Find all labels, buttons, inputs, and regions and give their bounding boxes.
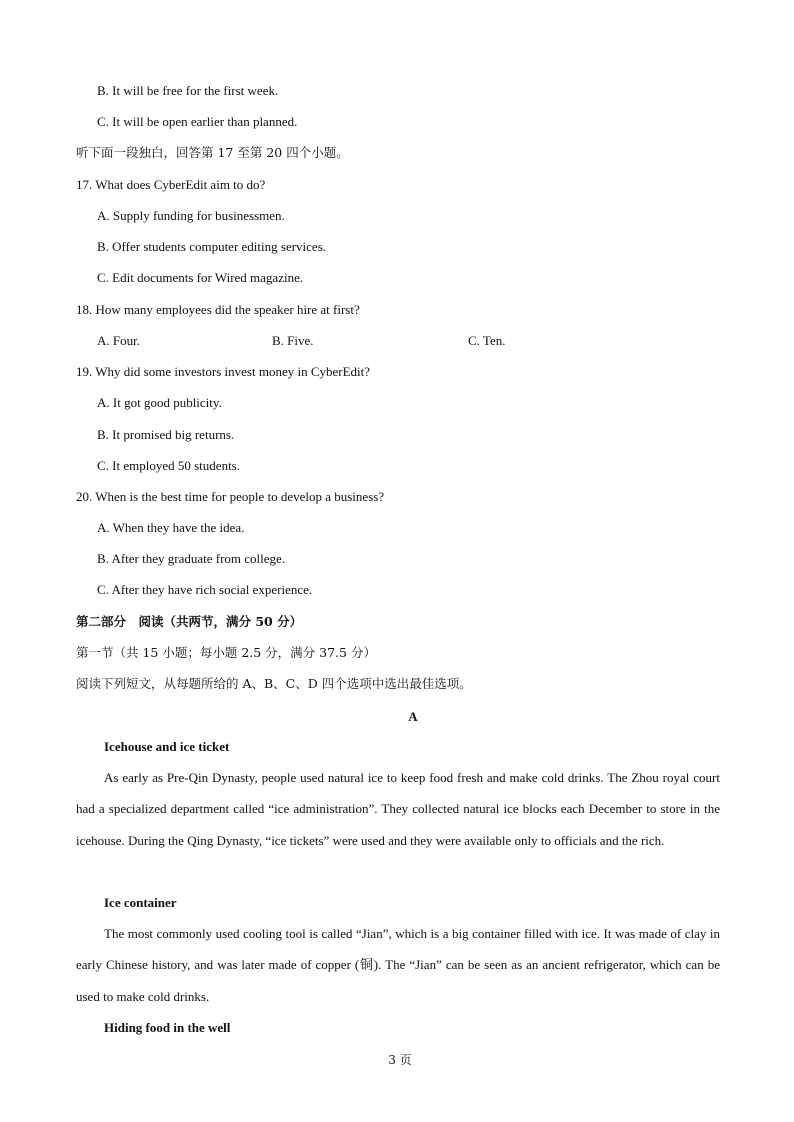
q17-option-a: A. Supply funding for businessmen. [97,208,285,223]
q17-option-c: C. Edit documents for Wired magazine. [97,270,304,285]
q19-stem: 19. Why did some investors invest money in CyberEdit? [76,364,371,379]
q19-option-a: A. It got good publicity. [97,395,222,410]
q17-stem: 17. What does CyberEdit aim to do? [76,177,266,192]
reading-instruction: 阅读下列短文，从每题所给的 A、B、C、D 四个选项中选出最佳选项。 [76,676,472,691]
page-number: 3 页 [388,1053,412,1067]
paragraph-icehouse: As early as Pre-Qin Dynasty, people used natural ice to keep food fresh and make cold drinks. The Zhou royal court had a specialized department called “ice administration”. They collected natural ice blocks each December to store in the icehouse. During the Qing Dynasty, “ice tickets” were used and they were available only to officials and the rich. [76,770,720,848]
q18-stem: 18. How many employees did the speaker hire at first? [76,302,360,317]
heading-hiding-food: Hiding food in the well [104,1020,231,1035]
paragraph-ice-container: The most commonly used cooling tool is called “Jian”, which is a big container filled with ice. It was made of clay in early Chinese history, and was later made of copper (铜). The “Jian” can be seen as an ancient refrigerator, which can be used to make cold drinks. [76,926,720,1004]
passage-label: A [408,709,418,724]
q16-option-b: B. It will be free for the first week. [97,83,279,98]
section1-heading: 第一节（共 15 小题；每小题 2.5 分，满分 37.5 分） [76,645,376,660]
heading-ice-container: Ice container [104,895,177,910]
q20-option-c: C. After they have rich social experience. [97,582,313,597]
q19-option-b: B. It promised big returns. [97,427,235,442]
q18-option-a: A. Four. [97,333,140,348]
q20-option-a: A. When they have the idea. [97,520,245,535]
q16-option-c: C. It will be open earlier than planned. [97,114,298,129]
q20-option-b: B. After they graduate from college. [97,551,286,566]
q19-option-c: C. It employed 50 students. [97,458,240,473]
heading-icehouse: Icehouse and ice ticket [104,739,230,754]
monologue-instruction: 听下面一段独白，回答第 17 至第 20 四个小题。 [76,145,349,160]
q20-stem: 20. When is the best time for people to develop a business? [76,489,385,504]
q18-option-b: B. Five. [272,333,314,348]
q18-option-c: C. Ten. [468,333,506,348]
q17-option-b: B. Offer students computer editing services. [97,239,327,254]
part2-title: 第二部分 阅读（共两节，满分 50 分） [76,614,303,629]
